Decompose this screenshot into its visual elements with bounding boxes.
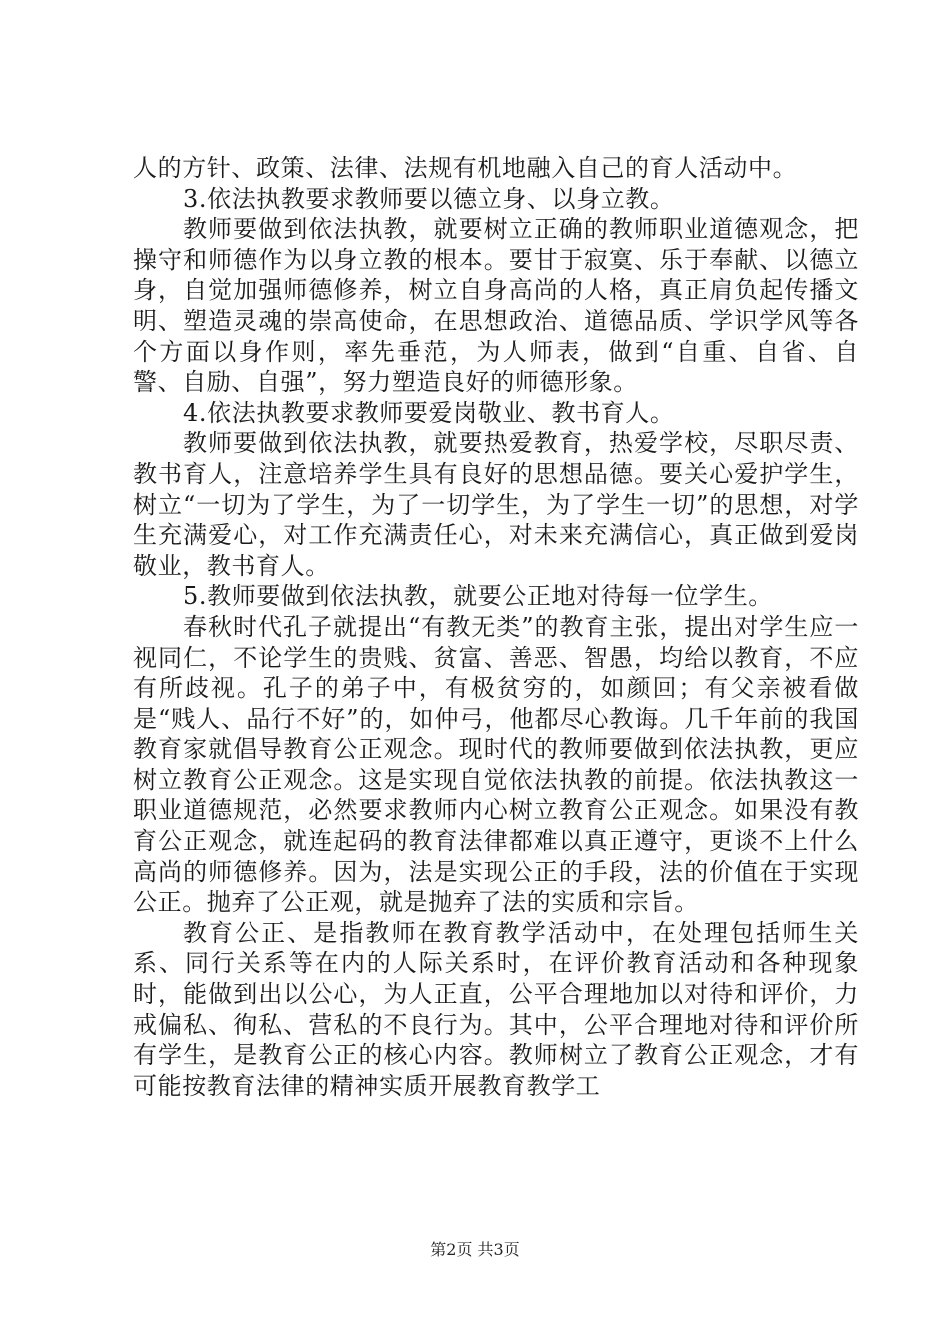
paragraph-continuation: 人的方针、政策、法律、法规有机地融入自己的育人活动中。: [133, 154, 798, 182]
heading-point-4: 4.依法执教要求教师要爱岗敬业、教书育人。: [183, 398, 675, 427]
heading-point-3: 3.依法执教要求教师要以德立身、以身立教。: [183, 184, 675, 213]
paragraph-point-3-body: 教师要做到依法执教，就要树立正确的教师职业道德观念，把操守和师德作为以身立教的根本。要甘于寂寞、乐于奉献、以德立身，自觉加强师德修养，树立自身高尚的人格，真正肩负起传播文明、塑造灵魂的崇高使命，在思想政治、道德品质、学识学风等各个方面以身作则，率先垂范，为人师表，做到“自重、自省、自警、自励、自强”，努力塑造良好的师德形象。: [133, 215, 859, 397]
page-number-footer: 第2页 共3页: [430, 1240, 520, 1259]
paragraph-education-fairness: 教育公正、是指教师在教育教学活动中，在处理包括师生关系、同行关系等在内的人际关系时，在评价教育活动和各种现象时，能做到出以公心，为人正直，公平合理地加以对待和评价，力戒偏私、徇私、营私的不良行为。其中，公平合理地对待和评价所有学生，是教育公正的核心内容。教师树立了教育公正观念，才有可能按教育法律的精神实质开展教育教学工: [133, 918, 859, 1100]
paragraph-point-5-body: 春秋时代孔子就提出“有教无类”的教育主张，提出对学生应一视同仁，不论学生的贵贱、贫富、善恶、智愚，均给以教育，不应有所歧视。孔子的弟子中，有极贫穷的，如颜回；有父亲被看做是“贱人、品行不好”的，如仲弓，他都尽心教诲。几千年前的我国教育家就倡导教育公正观念。现时代的教师要做到依法执教，更应树立教育公正观念。这是实现自觉依法执教的前提。依法执教这一职业道德规范，必然要求教师内心树立教育公正观念。如果没有教育公正观念，就连起码的教育法律都难以真正遵守，更谈不上什么高尚的师德修养。因为，法是实现公正的手段，法的价值在于实现公正。抛弃了公正观，就是抛弃了法的实质和宗旨。: [133, 612, 859, 917]
paragraph-point-4-body: 教师要做到依法执教，就要热爱教育，热爱学校，尽职尽责、教书育人，注意培养学生具有良好的思想品德。要关心爱护学生，树立“一切为了学生，为了一切学生，为了学生一切”的思想，对学生充满爱心，对工作充满责任心，对未来充满信心，真正做到爱岗敬业，教书育人。: [133, 429, 859, 580]
document-body: [133, 153, 859, 1101]
heading-point-5: 5.教师要做到依法执教，就要公正地对待每一位学生。: [183, 582, 773, 611]
